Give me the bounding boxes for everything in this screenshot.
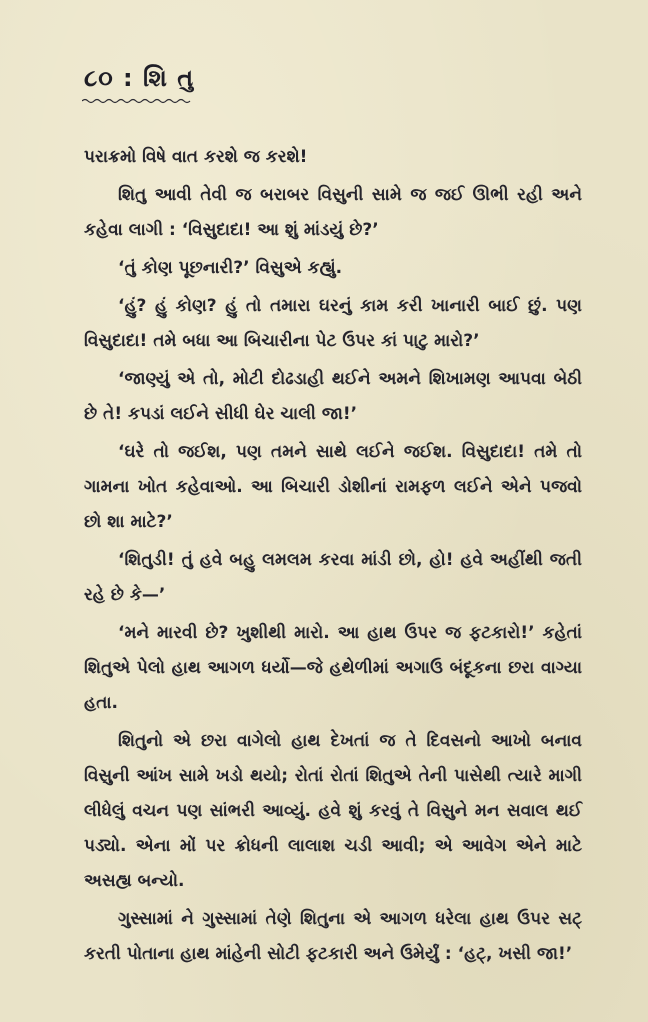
paragraph: પરાક્રમો વિષે વાત કરશે જ કરશે! [84, 147, 308, 167]
header-separator: : [123, 64, 134, 92]
body-text [84, 140, 582, 975]
paragraph: શિતુ આવી તેવી જ બરાબર વિસુની સામે જ જઈ ઊભી રહી અને કહેવા લાગી : ‘વિસુદાદા! આ શું માંડયું છે?’ [84, 185, 582, 240]
paragraph: ‘હું? હું કોણ? હું તો તમારા ઘરનું કામ કરી ખાનારી બાઈ છું. પણ વિસુદાદા! તમે બધા આ બિચારીના પેટ ઉપર કાં પાટુ મારો?’ [84, 296, 582, 351]
paragraph: ‘તું કોણ પૂછનારી?’ વિસુએ કહ્યું. [118, 258, 343, 278]
chapter-title: શિ તુ [142, 64, 195, 92]
page-number: ૮૦ [84, 64, 114, 92]
paragraph: શિતુનો એ છરા વાગેલો હાથ દેખતાં જ તે દિવસનો આખો બનાવ વિસુની આંખ સામે ખડો થયો; રોતાં રોતાં શિતુએ તેની પાસેથી ત્યારે માગી લીધેલું વચન પણ સાંભરી આવ્યું. હવે શું કરવું તે વિસુને મન સવાલ થઈ પડ્યો. એના મોં પર ક્રોધની લાલાશ ચડી આવી; એ આવેગ એને માટે અસહ્ય બન્યો. [84, 731, 582, 891]
paragraph: ‘ઘરે તો જઈશ, પણ તમને સાથે લઈને જઈશ. વિસુદાદા! તમે તો ગામના ખોત કહેવાઓ. આ બિચારી ડોશીનાં રામફળ લઈને એને પજવો છો શા માટે?’ [84, 442, 582, 532]
paragraph: ગુસ્સામાં ને ગુસ્સામાં તેણે શિતુના એ આગળ ધરેલા હાથ ઉપર સટ્ કરતી પોતાના હાથ માંહેની સોટી ફટકારી અને ઉમેર્યું : ‘હટ્, ખસી જા!’ [84, 909, 582, 964]
paragraph: ‘જાણ્યું એ તો, મોટી દોઢડાહી થઈને અમને શિખામણ આપવા બેઠી છે તે! કપડાં લઈને સીધી ઘેર ચાલી જા!’ [84, 369, 582, 424]
paragraph: ‘શિતુડી! તું હવે બહુ લમલમ કરવા માંડી છો, હો! હવે અહીંથી જતી રહે છે કે—’ [84, 550, 582, 605]
page-header [84, 64, 194, 92]
paragraph: ‘મને મારવી છે? ખુશીથી મારો. આ હાથ ઉપર જ ફટકારો!’ કહેતાં શિતુએ પેલો હાથ આગળ ધર્યો—જે હથેળીમાં અગાઉ બંદૂકના છરા વાગ્યા હતા. [84, 623, 582, 713]
header-wavy-rule [82, 98, 192, 104]
